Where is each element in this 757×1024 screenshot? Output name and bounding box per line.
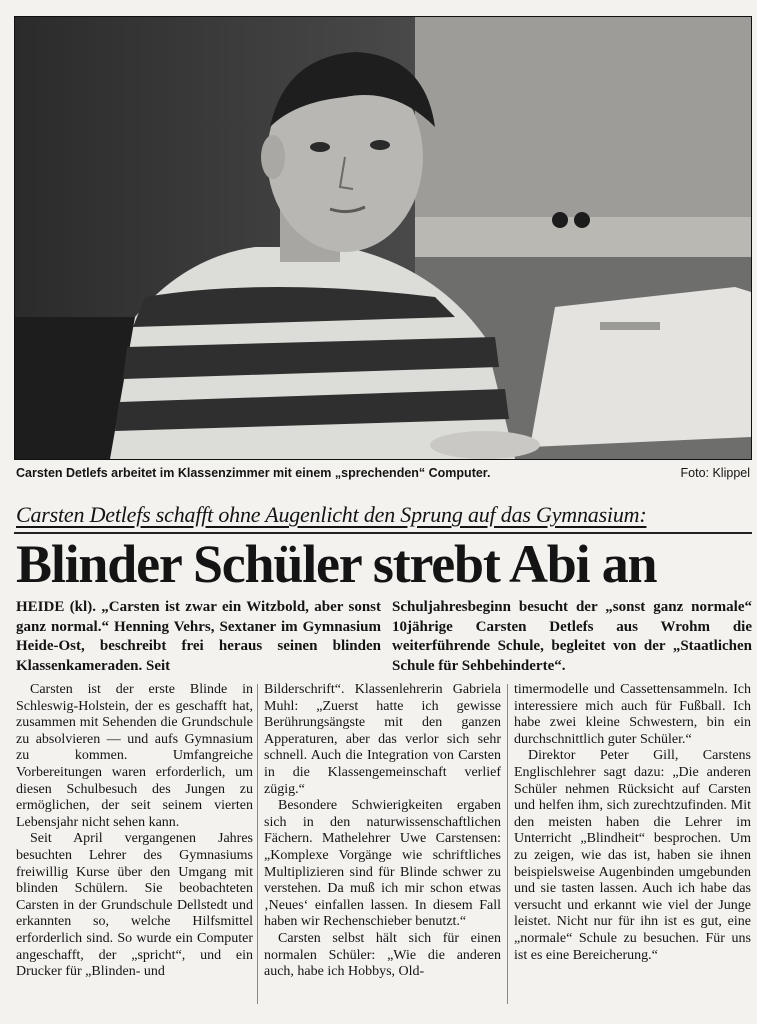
- paragraph: Seit April vergangenen Jahres besuchten Lehrer des Gymnasiums freiwillig Kurse über den Umgang mit blinden Schülern. Sie beobachteten Carsten in der Grundschule Dellstedt und erkannten so, welche Hilfsmittel erforderlich sind. So wurde ein Computer angeschafft, der „spricht“, und ein Drucker für „Blinden- und: [16, 831, 253, 980]
- body-column-2: [264, 682, 501, 981]
- photo-boy-at-computer-icon: [15, 17, 751, 459]
- article-subhead: Carsten Detlefs schafft ohne Augenlicht den Sprung auf das Gymnasium:: [16, 502, 647, 527]
- article-photo: [14, 16, 752, 460]
- article-headline: Blinder Schüler strebt Abi an: [16, 534, 657, 594]
- body-column-1: [16, 682, 253, 981]
- photo-caption: [16, 463, 750, 483]
- lead-paragraph-left: HEIDE (kl). „Carsten ist zwar ein Witzbold, aber sonst ganz normal.“ Henning Vehrs, Sextaner im Gymnasium Heide-Ost, beschreibt frei heraus seinen blinden Klassenkameraden. Seit: [16, 599, 381, 674]
- column-divider: [507, 684, 508, 1004]
- caption-text: Carsten Detlefs arbeitet im Klassenzimmer mit einem „sprechenden“ Computer.: [16, 466, 491, 480]
- body-column-3: [514, 682, 751, 964]
- lead-paragraph-right: Schuljahresbeginn besucht der „sonst ganz normale“ 10jährige Carsten Detlefs aus Wrohm die weiterführende Schule, begleitet von der „Staatlichen Schule für Sehbehinderte“.: [392, 599, 752, 674]
- column-divider: [257, 684, 258, 1004]
- paragraph: Carsten selbst hält sich für einen normalen Schüler: „Wie die anderen auch, habe ich Hobbys, Old-: [264, 930, 501, 980]
- paragraph: Besondere Schwierigkeiten ergaben sich in den naturwissenschaftlichen Fächern. Mathelehrer Uwe Carstensen: „Komplexe Vorgänge wie schriftliches Multiplizieren sind für Blinde schwer zu verstehen. Da muß ich mir schon etwas ‚Neues‘ einfallen lassen. In diesem Fall haben wir Rechenschieber benutzt.“: [264, 798, 501, 930]
- photo-credit: Foto: Klippel: [680, 466, 750, 480]
- paragraph: Carsten ist der erste Blinde in Schleswig-Holstein, der es geschafft hat, zusammen mit Sehenden die Grundschule zu absolvieren — und aufs Gymnasium zu kommen. Umfangreiche Vorbereitungen waren erforderlich, um diesen Schulbesuch des Jungen zu ermöglichen, der seit seinem vierten Lebensjahr nicht sehen kann.: [16, 682, 253, 830]
- paragraph: Direktor Peter Gill, Carstens Englischlehrer sagt dazu: „Die anderen Schüler nehmen Rücksicht auf Carsten und helfen ihm, sich zurechtzufinden. Mit den meisten haben die Lehrer im Unterricht „Blindheit“ besprochen. Um zu zeigen, wie das ist, haben sie ihnen beispielsweise Augenbinden umgebunden und sie tasten lassen. Auch ich habe das versucht und erkannt wie viel der Junge leistet. Nicht nur für ihn ist es gut, eine „normale“ Schule zu besuchen. Für uns ist es eine Bereicherung.“: [514, 748, 751, 963]
- paragraph: Bilderschrift“. Klassenlehrerin Gabriela Muhl: „Zuerst hatte ich gewisse Berührungsängste mit den ganzen Apperaturen, aber das verlor sich sehr schnell. Auch die Integration von Carsten in die Klassengemeinschaft verlief zügig.“: [264, 682, 501, 797]
- paragraph: timermodelle und Cassettensammeln. Ich interessiere mich auch für Fußball. Ich habe zwei kleine Schwestern, bin ein durchschnittlich guter Schüler.“: [514, 682, 751, 747]
